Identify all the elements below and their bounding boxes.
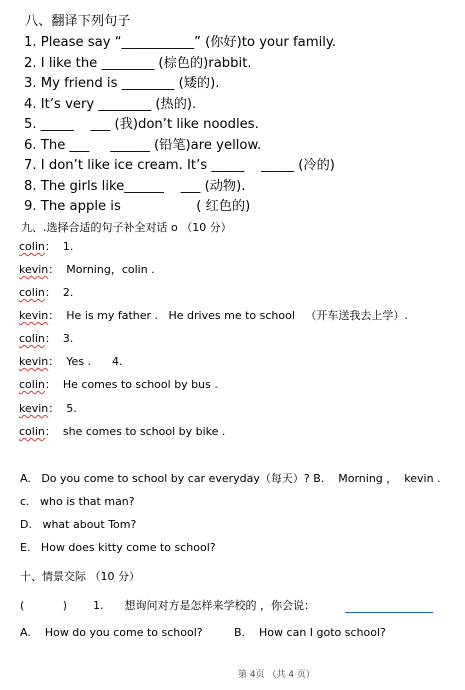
section8-item-2: 2. I like the ________ (棕色的)rabbit. [24, 56, 252, 71]
section8-item-1: 1. Please say “___________” (你好)to your family. [24, 35, 337, 50]
dialog-speaker: colin [19, 286, 45, 299]
dialog-text: ： He comes to school by bus . [44, 378, 218, 391]
option-c: c. who is that man? [20, 495, 135, 508]
dialog-line [19, 287, 73, 298]
dialog-speaker: kevin [19, 309, 49, 322]
question-1: 1. 想询问对方是怎样来学校的 ，你会说： [93, 599, 315, 612]
dialog-line [19, 264, 155, 275]
section8-item-6: 6. The ___ ______ (铅笔)are yellow. [24, 138, 262, 153]
option-b-text: B. How can I goto school? [234, 626, 386, 639]
dialog-text: ： Morning，colin . [48, 263, 155, 276]
section10-title: 十、情景交际 （10 分） [20, 570, 140, 583]
dialog-speaker: kevin [19, 263, 49, 276]
dialog-line [19, 426, 225, 437]
dialog-speaker: colin [19, 378, 45, 391]
dialog-text: ： she comes to school by bike . [44, 425, 226, 438]
dialog-speaker: colin [19, 425, 45, 438]
dialog-line [19, 241, 73, 252]
section8-item-8: 8. The girls like______ ___ (动物). [24, 179, 246, 194]
dialog-line [19, 379, 218, 390]
section8-item-9: 9. The apple is ( 红色的) [24, 199, 251, 214]
dialog-speaker: colin [19, 332, 45, 345]
dialog-line [19, 403, 77, 414]
dialog-text: ： 2. [44, 286, 74, 299]
section8-title: 八、翻译下列句子 [25, 14, 131, 29]
answer-blank[interactable] [345, 612, 433, 613]
dialog-text: ： Yes . 4. [48, 355, 123, 368]
section8-item-7: 7. I don’t like ice cream. It’s _____ _____ (冷的) [24, 158, 335, 173]
dialog-text: ： He is my father . He drives me to school （开车送我去上学）. [48, 309, 408, 322]
dialog-speaker: kevin [19, 402, 49, 415]
page-footer: 第 4页 （共 4 页） [238, 670, 315, 680]
section8-item-3: 3. My friend is ________ (矮的). [24, 76, 220, 91]
section8-item-4: 4. It’s very ________ (热的). [24, 97, 197, 112]
dialog-text: ： 1. [44, 240, 74, 253]
dialog-line [19, 333, 73, 344]
option-e: E. How does kitty come to school? [20, 541, 216, 554]
option-d: D. what about Tom? [20, 518, 137, 531]
dialog-speaker: colin [19, 240, 45, 253]
section9-title: 九、.选择合适的句子补全对话 o （10 分） [21, 221, 232, 234]
dialog-line [19, 356, 123, 367]
section8-item-5: 5. _____ ___ (我)don’t like noodles. [24, 117, 259, 132]
question-1-option-a: A. How do you come to school? [20, 626, 203, 639]
dialog-text: ： 5. [48, 402, 77, 415]
option-a-b: A. Do you come to school by car everyday（每天）? B. Morning ， kevin . [20, 472, 441, 485]
answer-paren: ( ) [20, 599, 68, 612]
dialog-speaker: kevin [19, 355, 49, 368]
question-1-option-b [234, 627, 386, 638]
dialog-line [19, 310, 408, 321]
dialog-text: ： 3. [44, 332, 74, 345]
